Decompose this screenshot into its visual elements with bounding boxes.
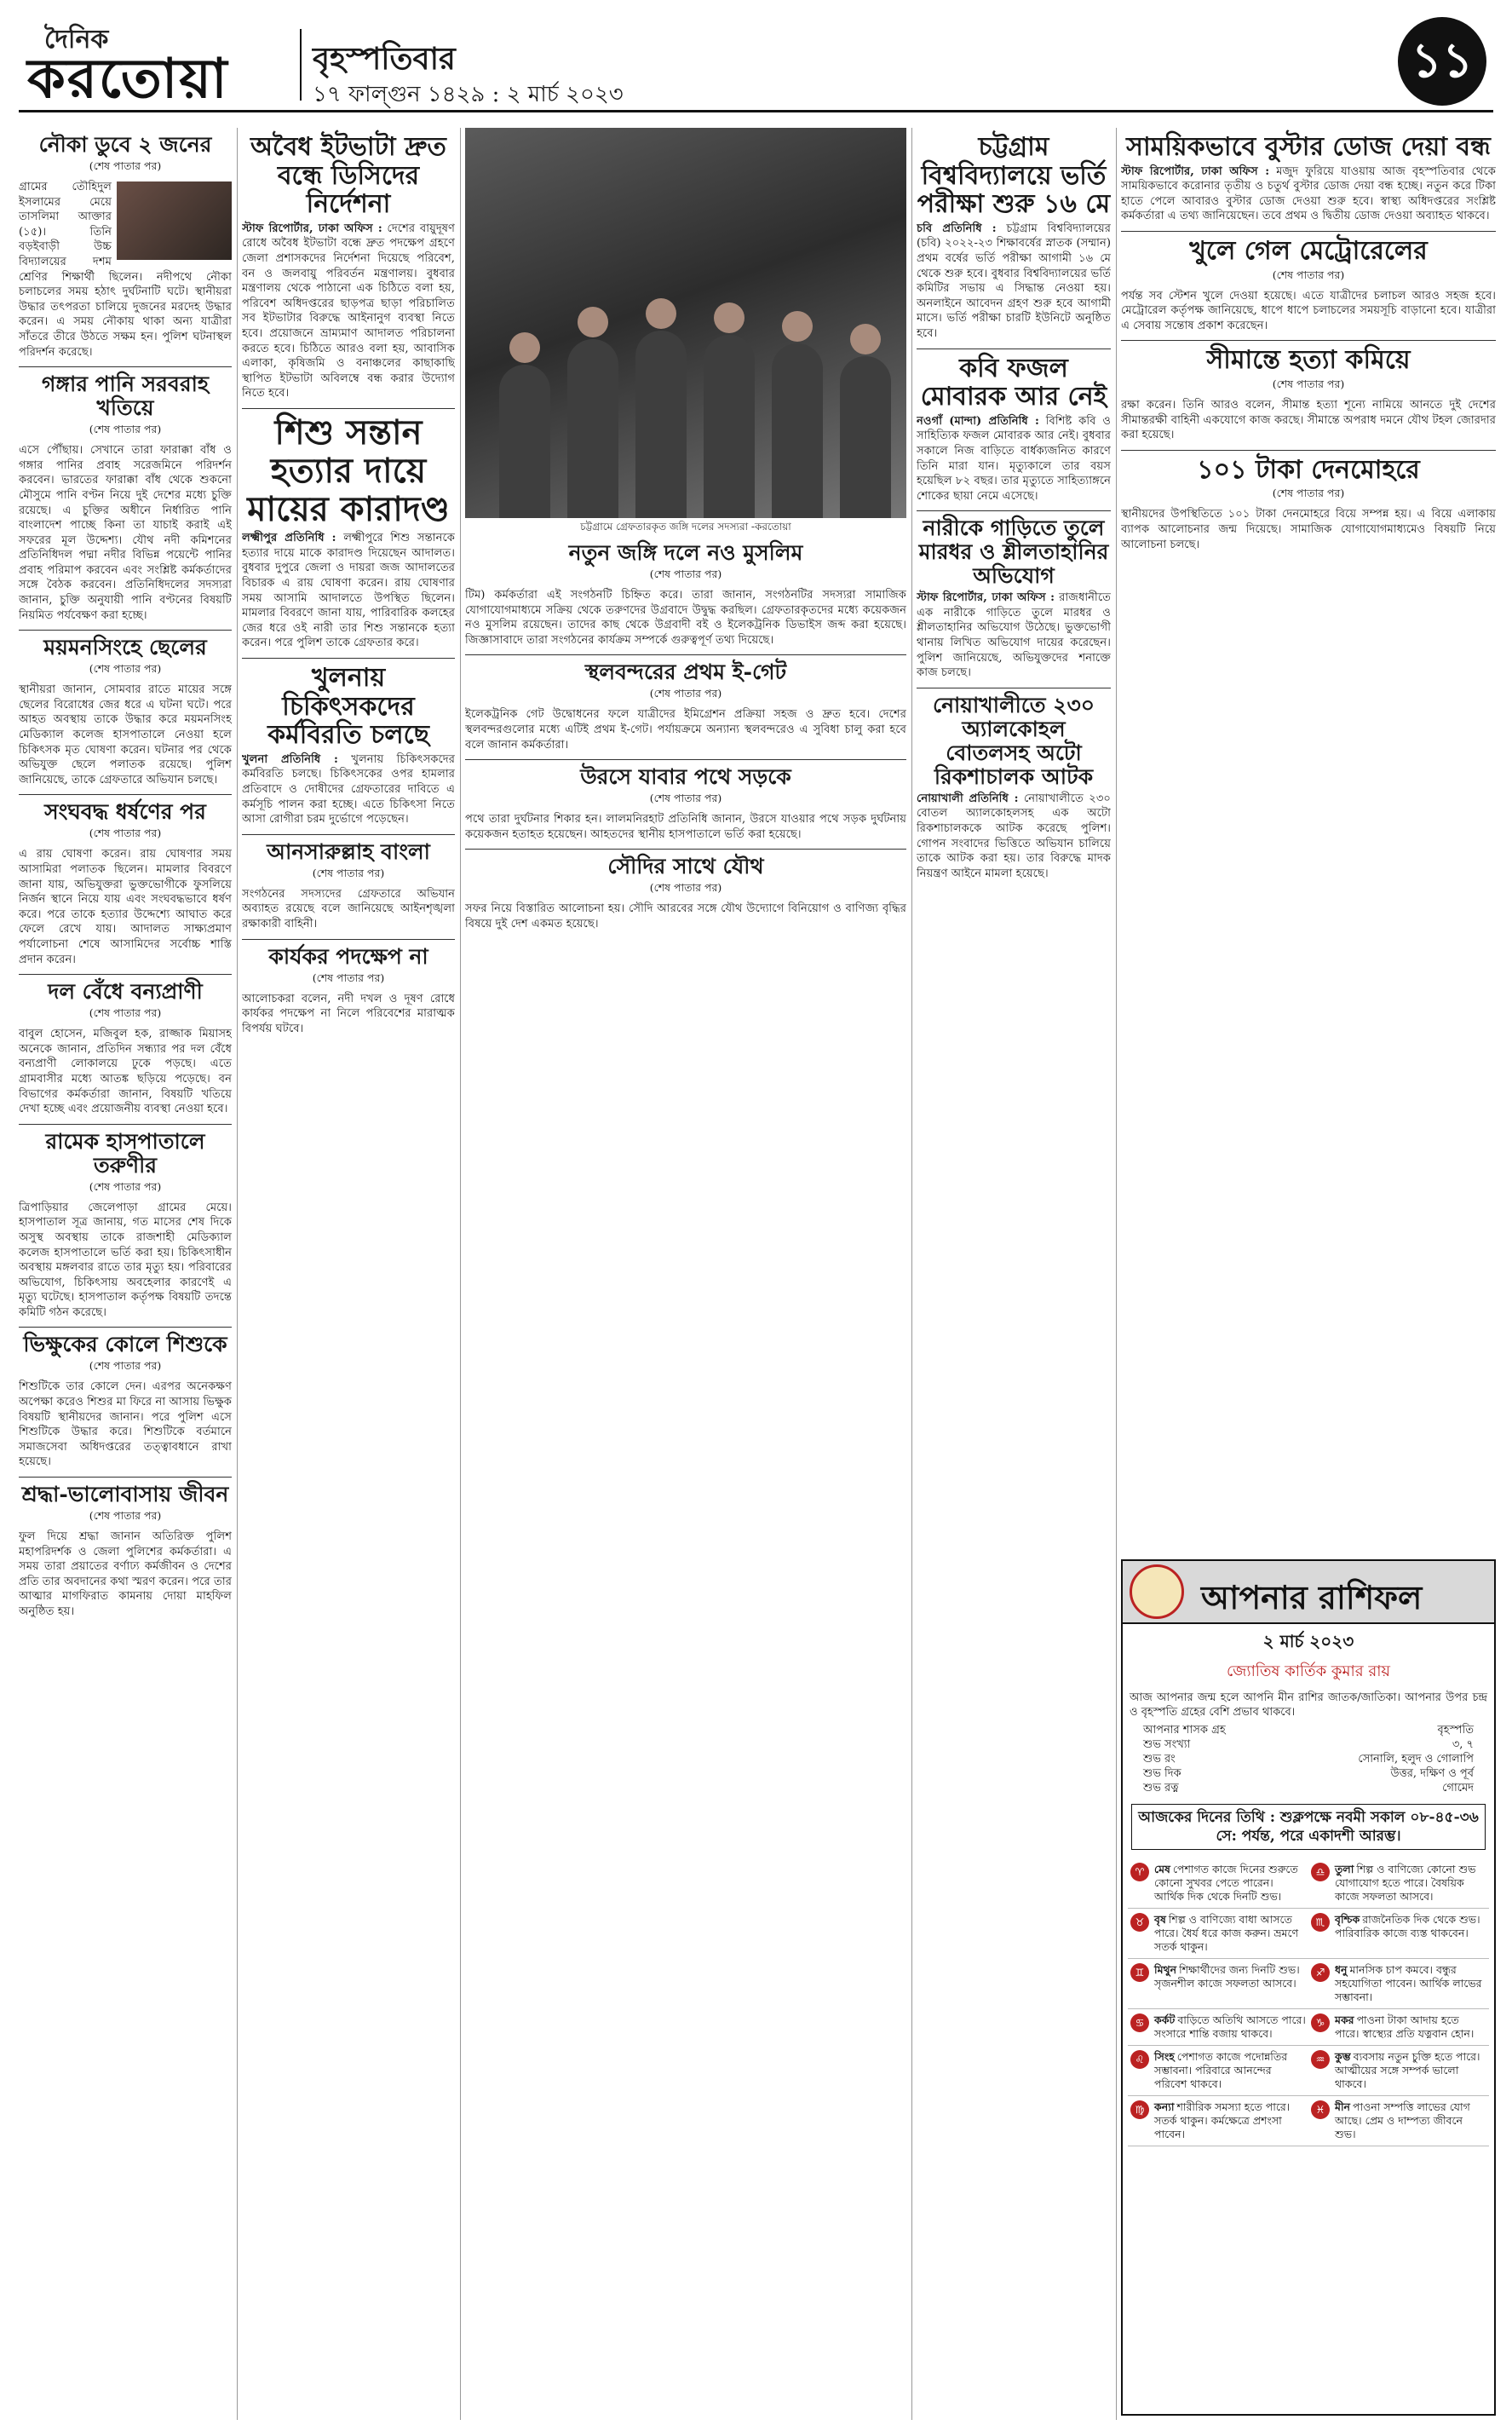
horoscope-intro: আজ আপনার জন্ম হলে আপনি মীন রাশির জাতক/জাতিকা। আপনার উপর চন্দ্র ও বৃহস্পতি গ্রহের বেশি প্রভাব থাকবে। bbox=[1130, 1691, 1487, 1719]
logo-small-text: দৈনিক bbox=[44, 25, 109, 55]
article-byline: নওগাঁ (মান্দা) প্রতিনিধি : bbox=[917, 414, 1039, 428]
article-headline[interactable]: সীমান্তে হত্যা কমিয়ে bbox=[1206, 345, 1411, 376]
zodiac-sign-entry: ♎ তুলা শিল্প ও বাণিজ্যে কোনো শুভ যোগাযোগ হতে পারে। বৈষয়িক কাজে সফলতা আসবে। bbox=[1308, 1858, 1489, 1909]
article-headline[interactable]: নারীকে গাড়িতে তুলে মারধর ও শ্লীলতাহানির অভিযোগ bbox=[918, 516, 1109, 589]
article-headline[interactable]: স্থলবন্দরের প্রথম ই-গেট bbox=[584, 660, 787, 685]
lucky-item: শুভ সংখ্যা ৩, ৭ bbox=[1143, 1738, 1474, 1751]
issue-date: ১৭ ফাল্গুন ১৪২৯ : ২ মার্চ ২০২৩ bbox=[313, 82, 624, 107]
continued-label: (শেষ পাতার পর) bbox=[89, 662, 162, 676]
article-body: দেশের বায়ুদূষণ রোধে অবৈধ ইটভাটা বন্ধে দ্রুত পদক্ষেপ গ্রহণে জেলা প্রশাসকদের নির্দেশনা দিয়েছে পরিবেশ, বন ও জলবায়ু পরিবর্তন মন্ত্রণালয়। বুধবার মন্ত্রণালয় থেকে পাঠানো এক চিঠিতে বলা হয়, পরিবেশ অধিদপ্তরের ছাড়পত্র ছাড়া পরিচালিত সব ইটভাটার বিরুদ্ধে আইনানুগ ব্যবস্থা নিতে হবে। প্রয়োজনে ভ্রাম্যমাণ আদালত পরিচালনা করতে হবে। চিঠিতে আরও বলা হয়, আবাসিক এলাকা, কৃষিজমি ও বনাঞ্চলের কাছাকাছি স্থাপিত ইটভাটা অবিলম্বে বন্ধ করার উদ্যোগ নিতে হবে। bbox=[242, 222, 455, 400]
article-divider bbox=[465, 654, 906, 655]
article-body: সফর নিয়ে বিস্তারিত আলোচনা হয়। সৌদি আরবের সঙ্গে যৌথ উদ্যোগে বিনিয়োগ ও বাণিজ্য বৃদ্ধির বিষয়ে দুই দেশ একমত হয়েছে। bbox=[465, 902, 906, 930]
horoscope-header bbox=[1123, 1561, 1494, 1624]
continued-label: (শেষ পাতার পর) bbox=[312, 866, 385, 879]
gemini-icon: ♊ bbox=[1130, 1963, 1149, 1982]
article-headline[interactable]: রামেক হাসপাতালে তরুণীর bbox=[45, 1128, 205, 1178]
article-body: চট্টগ্রাম বিশ্ববিদ্যালয়ের (চবি) ২০২২-২৩ শিক্ষাবর্ষের স্নাতক (সম্মান) প্রথম বর্ষের ভর্তি পরীক্ষা আগামী ১৬ মে থেকে শুরু হবে। বুধবার বিশ্ববিদ্যালয়ের ভর্তি কমিটির সভায় এ সিদ্ধান্ত নেওয়া হয়। অনলাইনে আবেদন গ্রহণ শুরু হবে আগামী মাসে। ভর্তি পরীক্ষা চারটি ইউনিটে অনুষ্ঠিত হবে। bbox=[917, 222, 1111, 340]
article-headline[interactable]: শ্রদ্ধা-ভালোবাসায় জীবন bbox=[21, 1482, 229, 1507]
article-divider bbox=[242, 658, 455, 659]
article-headline[interactable]: কার্যকর পদক্ষেপ না bbox=[268, 943, 428, 969]
article-divider bbox=[242, 939, 455, 940]
article-divider bbox=[19, 1124, 232, 1125]
article-headline[interactable]: সৌদির সাথে যৌথ bbox=[607, 854, 764, 879]
article-headline[interactable]: চট্টগ্রাম বিশ্ববিদ্যালয়ে ভর্তি পরীক্ষা শুরু ১৬ মে bbox=[917, 132, 1111, 220]
continued-label: (শেষ পাতার পর) bbox=[649, 881, 722, 895]
article-headline[interactable]: গঙ্গার পানি সরবরাহ খতিয়ে bbox=[42, 372, 209, 421]
column-divider bbox=[237, 128, 238, 2420]
column-divider bbox=[911, 128, 912, 2420]
zodiac-sign-entry: ♓ মীন পাওনা সম্পত্তি লাভের যোগ আছে। প্রেম ও দাম্পত্য জীবনে শুভ। bbox=[1308, 2096, 1489, 2146]
article-headline[interactable]: নৌকা ডুবে ২ জনের bbox=[38, 132, 212, 157]
article-body: লক্ষ্মীপুরে শিশু সন্তানকে হত্যার দায়ে মাকে কারাদণ্ড দিয়েছেন আদালত। বুধবার দুপুরে জেলা ও দায়রা জজ আদালতের বিচারক এ রায় ঘোষণা করেন। রায় ঘোষণার সময় আসামি আদালতে উপস্থিত ছিলেন। মামলার বিবরণে জানা যায়, পারিবারিক কলহের জের ধরে ওই নারী তার শিশু সন্তানকে হত্যা করেন। পরে পুলিশ তাকে গ্রেফতার করে। bbox=[242, 532, 455, 650]
militants-photo bbox=[465, 128, 906, 518]
zodiac-sign-entry: ♋ কর্কট বাড়িতে অতিথি আসতে পারে। সংসারে শান্তি বজায় থাকবে। bbox=[1128, 2009, 1308, 2046]
article-divider bbox=[1121, 340, 1496, 341]
article-body: পথে তারা দুর্ঘটনার শিকার হন। লালমনিরহাট প্রতিনিধি জানান, উরসে যাওয়ার পথে সড়ক দুর্ঘটনায় কয়েকজন হতাহত হয়েছেন। আহতদের স্থানীয় হাসপাতালে ভর্তি করা হয়েছে। bbox=[465, 813, 906, 841]
scorpio-icon: ♏ bbox=[1311, 1913, 1330, 1932]
masthead-divider bbox=[300, 29, 302, 101]
astrologer-name: জ্যোতিষ কার্তিক কুমার রায় bbox=[1226, 1662, 1391, 1680]
taurus-icon: ♉ bbox=[1130, 1913, 1149, 1932]
article-byline: স্টাফ রিপোর্টার, ঢাকা অফিস : bbox=[242, 222, 382, 235]
column-5 bbox=[1121, 128, 1496, 1551]
zodiac-sign-entry: ♍ কন্যা শারীরিক সমস্যা হতে পারে। সতর্ক থাকুন। কর্মক্ষেত্রে প্রশংসা পাবেন। bbox=[1128, 2096, 1308, 2146]
zodiac-sign-entry: ♐ ধনু মানসিক চাপ কমবে। বন্ধুর সহযোগিতা পাবেন। আর্থিক লাভের সম্ভাবনা। bbox=[1308, 1959, 1489, 2009]
continued-label: (শেষ পাতার পর) bbox=[89, 827, 162, 840]
article-byline: স্টাফ রিপোর্টার, ঢাকা অফিস : bbox=[917, 591, 1055, 605]
lucky-items-list bbox=[1123, 1720, 1494, 1799]
newspaper-logo bbox=[27, 19, 300, 111]
continued-label: (শেষ পাতার পর) bbox=[649, 687, 722, 700]
continued-label: (শেষ পাতার পর) bbox=[312, 971, 385, 984]
zodiac-sign-entry: ♊ মিথুন শিক্ষার্থীদের জন্য দিনটি শুভ। সৃজনশীল কাজে সফলতা আসবে। bbox=[1128, 1959, 1308, 2009]
continued-label: (শেষ পাতার পর) bbox=[89, 1359, 162, 1373]
article-headline[interactable]: খুলনায় চিকিৎসকদের কর্মবিরতি চলছে bbox=[267, 663, 429, 751]
article-body: এসে পৌঁছায়। সেখানে তারা ফারাক্কা বাঁধ ও গঙ্গার পানির প্রবাহ সরেজমিনে পরিদর্শন করবেন। ভারতের ফারাক্কা বাঁধ থেকে শুকনো মৌসুমে পানি বণ্টন নিয়ে দুই দেশের মধ্যে চুক্তি রয়েছে। এ চুক্তির অধীনে নির্ধারিত পানি বাংলাদেশ পাচ্ছে কিনা তা যাচাই করাই এই সফরের মূল উদ্দেশ্য। যৌথ নদী কমিশনের প্রতিনিধিদল পদ্মা নদীর বিভিন্ন পয়েন্টে পানির প্রবাহ পরিমাপ করবেন এবং সংশ্লিষ্ট কর্মকর্তাদের সঙ্গে বৈঠক করবেন। প্রতিনিধিদলের সদস্যরা জানান, চুক্তি অনুযায়ী পানি বণ্টনের বিষয়টি নিয়মিত পর্যবেক্ষণ করা হচ্ছে। bbox=[19, 444, 232, 622]
article-headline[interactable]: নতুন জঙ্গি দলে নও মুসলিম bbox=[568, 540, 803, 565]
article-headline[interactable]: উরসে যাবার পথে সড়কে bbox=[580, 764, 791, 790]
article-headline[interactable]: সংঘবদ্ধ ধর্ষণের পর bbox=[44, 799, 206, 825]
article-body: নোয়াখালীতে ২৩০ বোতল অ্যালকোহলসহ এক অটো রিকশাচালককে আটক করেছে পুলিশ। গোপন সংবাদের ভিত্তিতে অভিযান চালিয়ে তাকে আটক করা হয়। তার বিরুদ্ধে মাদক নিয়ন্ত্রণ আইনে মামলা হয়েছে। bbox=[917, 792, 1111, 880]
article-body: রক্ষা করেন। তিনি আরও বলেন, সীমান্ত হত্যা শূন্যে নামিয়ে আনতে দুই দেশের সীমান্তরক্ষী বাহিনী একযোগে কাজ করছে। সীমান্তে অপরাধ দমনে যৌথ টহল জোরদার করা হয়েছে। bbox=[1121, 398, 1496, 442]
horoscope-date: ২ মার্চ ২০২৩ bbox=[1262, 1631, 1354, 1651]
column-1 bbox=[19, 128, 232, 2420]
masthead bbox=[19, 12, 1493, 112]
logo-name: করতোয়া bbox=[27, 47, 229, 111]
zodiac-wheel-icon bbox=[1130, 1564, 1184, 1619]
article-body: ফুল দিয়ে শ্রদ্ধা জানান অতিরিক্ত পুলিশ মহাপরিদর্শক ও জেলা পুলিশের কর্মকর্তারা। এ সময় তারা প্রয়াতের বর্ণাঢ্য কর্মজীবন ও দেশের প্রতি তার অবদানের কথা স্মরণ করেন। পরে তার আত্মার মাগফিরাত কামনায় দোয়া মাহফিল অনুষ্ঠিত হয়। bbox=[19, 1530, 232, 1618]
article-body: গ্রামের তৌহিদুল ইসলামের মেয়ে তাসলিমা আক্তার (১৫)। তিনি বড়ইবাড়ী উচ্চ বিদ্যালয়ের দশম শ্রেণির শিক্ষার্থী ছিলেন। নদীপথে নৌকা চলাচলের সময় হঠাৎ দুর্ঘটনাটি ঘটে। স্থানীয়রা উদ্ধার তৎপরতা চালিয়ে দুজনের মরদেহ উদ্ধার করেন। এ সময় নৌকায় থাকা অন্য যাত্রীরা সাঁতরে তীরে উঠতে সক্ষম হন। পুলিশ ঘটনাস্থল পরিদর্শন করেছে। bbox=[19, 181, 232, 359]
article-divider bbox=[1121, 450, 1496, 451]
sagittarius-icon: ♐ bbox=[1311, 1963, 1330, 1982]
article-body: টিম) কর্মকর্তারা এই সংগঠনটি চিহ্নিত করে। তারা জানান, সংগঠনটির সদস্যরা সামাজিক যোগাযোগমাধ্যমে সক্রিয় থেকে তরুণদের উগ্রবাদে উদ্বুদ্ধ করছিল। গ্রেফতারকৃতদের মধ্যে কয়েকজন নও মুসলিম রয়েছেন। তাদের কাছ থেকে উগ্রবাদী বই ও ইলেকট্রনিক ডিভাইস জব্দ করা হয়েছে। জিজ্ঞাসাবাদে তারা সংগঠনের কার্যক্রম সম্পর্কে গুরুত্বপূর্ণ তথ্য দিয়েছে। bbox=[465, 589, 906, 647]
aries-icon: ♈ bbox=[1130, 1863, 1149, 1881]
article-divider bbox=[19, 1477, 232, 1478]
zodiac-sign-entry: ♒ কুম্ভ ব্যবসায় নতুন চুক্তি হতে পারে। আত্মীয়ের সঙ্গে সম্পর্ক ভালো থাকবে। bbox=[1308, 2046, 1489, 2096]
aquarius-icon: ♒ bbox=[1311, 2050, 1330, 2069]
issue-day: বৃহস্পতিবার bbox=[313, 41, 456, 77]
victims-photo bbox=[117, 181, 232, 260]
article-divider bbox=[19, 1327, 232, 1328]
article-divider bbox=[242, 408, 455, 409]
continued-label: (শেষ পাতার পর) bbox=[89, 1179, 162, 1193]
lucky-item: শুভ রত্ন গোমেদ bbox=[1143, 1782, 1474, 1794]
article-body: পর্যন্ত সব স্টেশন খুলে দেওয়া হয়েছে। এতে যাত্রীদের চলাচল আরও সহজ হবে। মেট্রোরেল কর্তৃপক্ষ জানিয়েছে, ধাপে ধাপে চলাচলের সময়সূচি বাড়ানো হবে। যাত্রীরা এ সেবায় সন্তোষ প্রকাশ করেছেন। bbox=[1121, 289, 1496, 332]
zodiac-sign-entry: ♑ মকর পাওনা টাকা আদায় হতে পারে। স্বাস্থ্যের প্রতি যত্নবান হোন। bbox=[1308, 2009, 1489, 2046]
column-4 bbox=[917, 128, 1111, 2420]
virgo-icon: ♍ bbox=[1130, 2100, 1149, 2119]
article-body: বিশিষ্ট কবি ও সাহিত্যিক ফজল মোবারক আর নেই। বুধবার সকালে নিজ বাড়িতে বার্ধক্যজনিত কারণে তিনি মারা যান। মৃত্যুকালে তার বয়স হয়েছিল ৮২ বছর। তার মৃত্যুতে সাহিত্যাঙ্গনে শোকের ছায়া নেমে এসেছে। bbox=[917, 414, 1111, 503]
zodiac-sign-entry: ♌ সিংহ পেশাগত কাজে পদোন্নতির সম্ভাবনা। পরিবারে আনন্দের পরিবেশ থাকবে। bbox=[1128, 2046, 1308, 2096]
article-body: সংগঠনের সদস্যদের গ্রেফতারে অভিযান অব্যাহত রয়েছে বলে জানিয়েছে আইনশৃঙ্খলা রক্ষাকারী বাহিনী। bbox=[242, 887, 455, 930]
photo-caption: চট্টগ্রামে গ্রেফতারকৃত জঙ্গি দলের সদস্যরা -করতোয়া bbox=[580, 521, 791, 533]
zodiac-sign-entry: ♏ বৃশ্চিক রাজনৈতিক দিক থেকে শুভ। পারিবারিক কাজে ব্যস্ত থাকবেন। bbox=[1308, 1909, 1489, 1959]
article-byline: চবি প্রতিনিধি : bbox=[917, 222, 997, 235]
article-divider bbox=[19, 366, 232, 367]
article-body: ত্রিপাড়িয়ার জেলেপাড়া গ্রামের মেয়ে। হাসপাতাল সূত্র জানায়, গত মাসের শেষ দিকে অসুস্থ অবস্থায় তাকে রাজশাহী মেডিক্যাল কলেজ হাসপাতালে ভর্তি করা হয়। চিকিৎসাধীন অবস্থায় মঙ্গলবার রাতে তার মৃত্যু হয়। পরিবারের অভিযোগ, চিকিৎসায় অবহেলার কারণেই এ মৃত্যু ঘটেছে। হাসপাতাল কর্তৃপক্ষ বিষয়টি তদন্তে কমিটি গঠন করেছে। bbox=[19, 1201, 232, 1319]
column-3 bbox=[465, 128, 906, 2420]
article-divider bbox=[1121, 231, 1496, 232]
article-body: স্থানীয়দের উপস্থিতিতে ১০১ টাকা দেনমোহরে বিয়ে সম্পন্ন হয়। এ বিয়ে এলাকায় ব্যাপক আলোচনার জন্ম দিয়েছে। সামাজিক যোগাযোগমাধ্যমেও বিষয়টি নিয়ে আলোচনা চলছে। bbox=[1121, 508, 1496, 551]
horoscope-box bbox=[1121, 1559, 1496, 2416]
article-body: খুলনায় চিকিৎসকদের কর্মবিরতি চলছে। চিকিৎসকের ওপর হামলার প্রতিবাদে ও দোষীদের গ্রেফতারের দাবিতে এ কর্মসূচি পালন করা হচ্ছে। এতে চিকিৎসা নিতে আসা রোগীরা চরম দুর্ভোগে পড়েছেন। bbox=[242, 752, 455, 827]
article-headline[interactable]: অবৈধ ইটভাটা দ্রুত বন্ধে ডিসিদের নির্দেশনা bbox=[250, 132, 446, 220]
article-byline: স্টাফ রিপোর্টার, ঢাকা অফিস : bbox=[1121, 164, 1270, 178]
article-divider bbox=[465, 759, 906, 760]
article-headline[interactable]: সাময়িকভাবে বুস্টার ডোজ দেয়া বন্ধ bbox=[1126, 132, 1491, 162]
today-tithi: আজকের দিনের তিথি : শুক্লপক্ষে নবমী সকাল ০৮-৪৫-৩৬ সে: পর্যন্ত, পরে একাদশী আরম্ভ। bbox=[1131, 1804, 1486, 1850]
lucky-item: শুভ রং সোনালি, হলুদ ও গোলাপি bbox=[1143, 1753, 1474, 1766]
article-headline[interactable]: দল বেঁধে বন্যপ্রাণী bbox=[48, 979, 203, 1005]
article-byline: খুলনা প্রতিনিধি : bbox=[242, 752, 338, 766]
zodiac-signs-grid bbox=[1123, 1855, 1494, 2150]
capricorn-icon: ♑ bbox=[1311, 2013, 1330, 2032]
lucky-item: শুভ দিক উত্তর, দক্ষিণ ও পূর্ব bbox=[1143, 1767, 1474, 1780]
zodiac-sign-entry: ♈ মেষ পেশাগত কাজে দিনের শুরুতে কোনো সুখবর পেতে পারেন। আর্থিক দিক থেকে দিনটি শুভ। bbox=[1128, 1858, 1308, 1909]
article-divider bbox=[19, 794, 232, 795]
article-body: ইলেকট্রনিক গেট উদ্বোধনের ফলে যাত্রীদের ইমিগ্রেশন প্রক্রিয়া সহজ ও দ্রুত হবে। দেশের স্থলবন্দরগুলোর মধ্যে এটিই প্রথম ই-গেট। পর্যায়ক্রমে অন্যান্য স্থলবন্দরেও এ সুবিধা চালু করা হবে বলে জানান কর্মকর্তারা। bbox=[465, 708, 906, 752]
article-headline[interactable]: আনসারুল্লাহ বাংলা bbox=[267, 838, 430, 864]
article-divider bbox=[19, 630, 232, 631]
leo-icon: ♌ bbox=[1130, 2050, 1149, 2069]
article-body: বাবুল হোসেন, মজিবুল হক, রাজ্জাক মিয়াসহ অনেকে জানান, প্রতিদিন সন্ধ্যার পর দল বেঁধে বন্যপ্রাণী লোকালয়ে ঢুকে পড়ছে। এতে গ্রামবাসীর মধ্যে আতঙ্ক ছড়িয়ে পড়েছে। বন বিভাগের কর্মকর্তারা জানান, বিষয়টি খতিয়ে দেখা হচ্ছে এবং প্রয়োজনীয় ব্যবস্থা নেওয়া হবে। bbox=[19, 1028, 232, 1116]
article-divider bbox=[19, 974, 232, 975]
article-headline[interactable]: ভিক্ষুকের কোলে শিশুকে bbox=[23, 1332, 227, 1357]
continued-label: (শেষ পাতার পর) bbox=[1272, 377, 1345, 390]
continued-label: (শেষ পাতার পর) bbox=[89, 1006, 162, 1020]
article-body: মজুদ ফুরিয়ে যাওয়ায় আজ বৃহস্পতিবার থেকে সাময়িকভাবে করোনার তৃতীয় ও চতুর্থ বুস্টার ডোজ দেয়া বন্ধ হচ্ছে। নতুন করে টিকা হাতে পেলে আবারও বুস্টার ডোজ দেওয়া শুরু হবে। স্বাস্থ্য অধিদপ্তরের সংশ্লিষ্ট কর্মকর্তারা এ তথ্য জানিয়েছেন। তবে প্রথম ও দ্বিতীয় ডোজ দেওয়া অব্যাহত থাকবে। bbox=[1121, 164, 1496, 223]
lucky-item: আপনার শাসক গ্রহ বৃহস্পতি bbox=[1143, 1724, 1474, 1737]
article-headline[interactable]: শিশু সন্তান হত্যার দায়ে মায়ের কারাদণ্ড bbox=[247, 412, 450, 529]
pisces-icon: ♓ bbox=[1311, 2100, 1330, 2119]
page-number: ১১ bbox=[1398, 17, 1486, 106]
article-body: রাজধানীতে এক নারীকে গাড়িতে তুলে মারধর ও শ্লীলতাহানির অভিযোগ উঠেছে। ভুক্তভোগী থানায় লিখিত অভিযোগ দায়ের করেছেন। পুলিশ জানিয়েছে, অভিযুক্তদের শনাক্তে কাজ চলছে। bbox=[917, 591, 1111, 680]
article-body: শিশুটিকে তার কোলে দেন। এরপর অনেকক্ষণ অপেক্ষা করেও শিশুর মা ফিরে না আসায় ভিক্ষুক বিষয়টি স্থানীয়দের জানান। পরে পুলিশ এসে শিশুটিকে উদ্ধার করে। শিশুটিকে বর্তমানে সমাজসেবা অধিদপ্তরের তত্ত্বাবধানে রাখা হয়েছে। bbox=[19, 1380, 232, 1469]
article-byline: নোয়াখালী প্রতিনিধি : bbox=[917, 792, 1019, 805]
continued-label: (শেষ পাতার পর) bbox=[649, 567, 722, 580]
article-body: আলোচকরা বলেন, নদী দখল ও দূষণ রোধে কার্যকর পদক্ষেপ না নিলে পরিবেশের মারাত্মক বিপর্যয় ঘটবে। bbox=[242, 992, 455, 1035]
article-headline[interactable]: নোয়াখালীতে ২৩০ অ্যালকোহল বোতলসহ অটো রিকশাচালক আটক bbox=[932, 692, 1095, 789]
continued-label: (শেষ পাতার পর) bbox=[89, 159, 162, 172]
article-headline[interactable]: খুলে গেল মেট্রোরেলের bbox=[1189, 235, 1428, 266]
continued-label: (শেষ পাতার পর) bbox=[1272, 487, 1345, 500]
column-divider bbox=[460, 128, 461, 2420]
article-divider bbox=[917, 510, 1111, 511]
cancer-icon: ♋ bbox=[1130, 2013, 1149, 2032]
column-divider bbox=[1116, 128, 1117, 2420]
zodiac-sign-entry: ♉ বৃষ শিল্প ও বাণিজ্যে বাধা আসতে পারে। ধৈর্য ধরে কাজ করুন। ভ্রমণে সতর্ক থাকুন। bbox=[1128, 1909, 1308, 1959]
libra-icon: ♎ bbox=[1311, 1863, 1330, 1881]
article-headline[interactable]: ১০১ টাকা দেনমোহরে bbox=[1197, 454, 1420, 485]
continued-label: (শেষ পাতার পর) bbox=[89, 1509, 162, 1523]
continued-label: (শেষ পাতার পর) bbox=[1272, 268, 1345, 281]
article-divider bbox=[465, 849, 906, 850]
article-byline: লক্ষ্মীপুর প্রতিনিধি : bbox=[242, 532, 336, 545]
horoscope-title: আপনার রাশিফল bbox=[1201, 1578, 1423, 1616]
article-headline[interactable]: কবি ফজল মোবারক আর নেই bbox=[920, 353, 1107, 412]
article-body: স্থানীয়রা জানান, সোমবার রাতে মায়ের সঙ্গে ছেলের বিরোধের জের ধরে এ ঘটনা ঘটে। পরে আহত অবস্থায় তাকে উদ্ধার করে ময়মনসিংহ মেডিক্যাল কলেজ হাসপাতালে নেওয়া হলে চিকিৎসক মৃত ঘোষণা করেন। ঘটনার পর থেকে অভিযুক্ত ছেলে পলাতক রয়েছে। পুলিশ জানিয়েছে, তাকে গ্রেফতারে অভিযান চলছে। bbox=[19, 683, 232, 786]
column-2 bbox=[242, 128, 455, 2420]
continued-label: (শেষ পাতার পর) bbox=[649, 792, 722, 805]
continued-label: (শেষ পাতার পর) bbox=[89, 423, 162, 436]
article-headline[interactable]: ময়মনসিংহে ছেলের bbox=[43, 635, 207, 660]
article-divider bbox=[242, 834, 455, 835]
article-body: এ রায় ঘোষণা করেন। রায় ঘোষণার সময় আসামিরা পলাতক ছিলেন। মামলার বিবরণে জানা যায়, অভিযুক্তরা ভুক্তভোগীকে ফুসলিয়ে নির্জন স্থানে নিয়ে যায় এবং সংঘবদ্ধভাবে ধর্ষণ করে। পরে তাকে হত্যার উদ্দেশ্যে আঘাত করে ফেলে রেখে যায়। আদালত সাক্ষ্যপ্রমাণ পর্যালোচনা শেষে আসামিদের সর্বোচ্চ শাস্তি প্রদান করেন। bbox=[19, 848, 232, 966]
